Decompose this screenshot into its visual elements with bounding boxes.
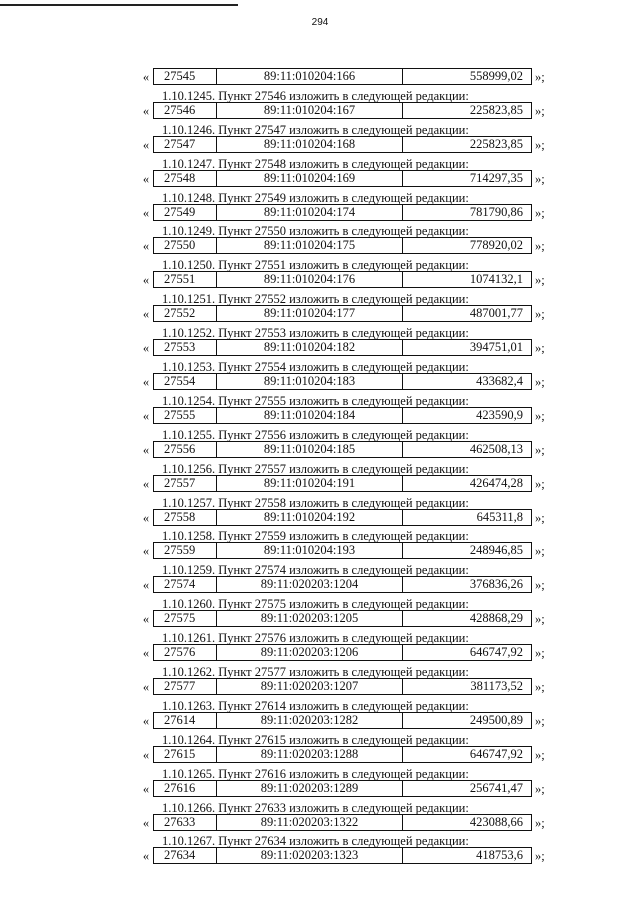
cadastral-number-cell: 89:11:010204:185 [217, 442, 403, 457]
opening-quote: « [142, 137, 150, 152]
table-row [0, 542, 640, 559]
amendment-entry [0, 832, 640, 866]
amendment-heading: 1.10.1257. Пункт 27558 изложить в следующей редакции: [162, 495, 469, 510]
item-number-cell: 27558 [154, 510, 217, 525]
row-cells [153, 271, 532, 288]
closing-quote: »; [535, 544, 545, 559]
row-cells [153, 644, 532, 661]
item-number-cell: 27577 [154, 679, 217, 694]
amendment-heading: 1.10.1246. Пункт 27547 изложить в следующей редакции: [162, 122, 469, 137]
closing-quote: »; [535, 849, 545, 864]
item-number-cell: 27546 [154, 103, 217, 118]
row-cells [153, 102, 532, 119]
row-cells [153, 204, 532, 221]
table-row [0, 237, 640, 254]
item-number-cell: 27559 [154, 543, 217, 558]
value-cell: 487001,77 [469, 306, 523, 321]
item-number-cell: 27555 [154, 408, 217, 423]
amendment-entry [0, 765, 640, 799]
cadastral-number-cell: 89:11:020203:1207 [217, 679, 403, 694]
amendment-entry [0, 527, 640, 561]
item-number-cell: 27547 [154, 137, 217, 152]
opening-quote: « [142, 544, 150, 559]
row-cells [153, 475, 532, 492]
closing-quote: »; [535, 273, 545, 288]
cadastral-number-cell: 89:11:010204:192 [217, 510, 403, 525]
table-row [0, 204, 640, 221]
table-row [0, 68, 640, 85]
amendment-entry [0, 189, 640, 223]
item-number-cell: 27556 [154, 442, 217, 457]
cadastral-number-cell: 89:11:020203:1205 [217, 611, 403, 626]
cadastral-number-cell: 89:11:010204:193 [217, 543, 403, 558]
item-number-cell: 27616 [154, 781, 217, 796]
amendment-heading: 1.10.1247. Пункт 27548 изложить в следующей редакции: [162, 156, 469, 171]
closing-quote: »; [535, 781, 545, 796]
opening-quote: « [142, 239, 150, 254]
row-cells [153, 136, 532, 153]
table-row [0, 847, 640, 864]
item-number-cell: 27575 [154, 611, 217, 626]
value-cell: 778920,02 [469, 238, 523, 253]
closing-quote: »; [535, 341, 545, 356]
amendment-heading: 1.10.1254. Пункт 27555 изложить в следующей редакции: [162, 393, 469, 408]
amendment-heading: 1.10.1248. Пункт 27549 изложить в следующей редакции: [162, 190, 469, 205]
closing-quote: »; [535, 476, 545, 491]
cadastral-number-cell: 89:11:020203:1206 [217, 645, 403, 660]
value-cell: 423590,9 [476, 407, 523, 422]
item-number-cell: 27615 [154, 747, 217, 762]
amendment-heading: 1.10.1265. Пункт 27616 изложить в следующей редакции: [162, 766, 469, 781]
item-number-cell: 27634 [154, 848, 217, 863]
row-cells [153, 407, 532, 424]
closing-quote: »; [535, 578, 545, 593]
row-cells [153, 509, 532, 526]
opening-quote: « [142, 442, 150, 457]
amendment-list [0, 53, 640, 866]
opening-quote: « [142, 646, 150, 661]
cadastral-number-cell: 89:11:020203:1204 [217, 577, 403, 592]
opening-quote: « [142, 849, 150, 864]
row-cells [153, 339, 532, 356]
amendment-entry [0, 392, 640, 426]
cadastral-number-cell: 89:11:010204:167 [217, 103, 403, 118]
table-row [0, 678, 640, 695]
cadastral-number-cell: 89:11:010204:176 [217, 272, 403, 287]
closing-quote: »; [535, 171, 545, 186]
closing-quote: »; [535, 239, 545, 254]
closing-quote: »; [535, 205, 545, 220]
table-row [0, 441, 640, 458]
amendment-heading: 1.10.1253. Пункт 27554 изложить в следующей редакции: [162, 360, 469, 375]
value-cell: 225823,85 [469, 136, 523, 151]
value-cell: 381173,52 [470, 679, 523, 694]
value-cell: 256741,47 [469, 780, 523, 795]
amendment-heading: 1.10.1251. Пункт 27552 изложить в следующей редакции: [162, 292, 469, 307]
closing-quote: »; [535, 307, 545, 322]
cadastral-number-cell: 89:11:010204:175 [217, 238, 403, 253]
closing-quote: »; [535, 510, 545, 525]
amendment-entry [0, 731, 640, 765]
item-number-cell: 27548 [154, 171, 217, 186]
table-row [0, 102, 640, 119]
opening-quote: « [142, 578, 150, 593]
table-row [0, 407, 640, 424]
item-number-cell: 27574 [154, 577, 217, 592]
opening-quote: « [142, 476, 150, 491]
amendment-entry [0, 799, 640, 833]
row-cells [153, 305, 532, 322]
amendment-heading: 1.10.1258. Пункт 27559 изложить в следующей редакции: [162, 529, 469, 544]
item-number-cell: 27557 [154, 476, 217, 491]
opening-quote: « [142, 375, 150, 390]
opening-quote: « [142, 307, 150, 322]
row-cells [153, 373, 532, 390]
closing-quote: »; [535, 815, 545, 830]
header-rule [0, 4, 238, 6]
amendment-heading: 1.10.1267. Пункт 27634 изложить в следующей редакции: [162, 834, 469, 849]
item-number-cell: 27554 [154, 374, 217, 389]
row-cells [153, 237, 532, 254]
value-cell: 646747,92 [469, 746, 523, 761]
amendment-heading: 1.10.1256. Пункт 27557 изложить в следующей редакции: [162, 461, 469, 476]
opening-quote: « [142, 273, 150, 288]
amendment-entry [0, 155, 640, 189]
cadastral-number-cell: 89:11:010204:177 [217, 306, 403, 321]
row-cells [153, 441, 532, 458]
cadastral-number-cell: 89:11:020203:1282 [217, 713, 403, 728]
item-number-cell: 27552 [154, 306, 217, 321]
table-row [0, 780, 640, 797]
cadastral-number-cell: 89:11:020203:1323 [217, 848, 403, 863]
closing-quote: »; [535, 70, 545, 84]
row-cells [153, 746, 532, 763]
value-cell: 646747,92 [469, 645, 523, 660]
table-row [0, 339, 640, 356]
closing-quote: »; [535, 713, 545, 728]
value-cell: 394751,01 [469, 340, 523, 355]
opening-quote: « [142, 510, 150, 525]
amendment-heading: 1.10.1260. Пункт 27575 изложить в следующей редакции: [162, 597, 469, 612]
amendment-entry [0, 595, 640, 629]
amendment-entry [0, 256, 640, 290]
closing-quote: »; [535, 646, 545, 661]
closing-quote: »; [535, 137, 545, 152]
opening-quote: « [142, 103, 150, 118]
item-number-cell: 27550 [154, 238, 217, 253]
closing-quote: »; [535, 408, 545, 423]
closing-quote: »; [535, 612, 545, 627]
table-row [0, 644, 640, 661]
row-cells [153, 814, 532, 831]
opening-quote: « [142, 205, 150, 220]
cadastral-number-cell: 89:11:010204:191 [217, 476, 403, 491]
value-cell: 1074132,1 [469, 272, 523, 287]
row-cells [153, 576, 532, 593]
opening-quote: « [142, 612, 150, 627]
row-cells [153, 678, 532, 695]
opening-quote: « [142, 171, 150, 186]
closing-quote: »; [535, 442, 545, 457]
cadastral-number-cell: 89:11:010204:183 [217, 374, 403, 389]
table-row [0, 814, 640, 831]
cadastral-number-cell: 89:11:010204:169 [217, 171, 403, 186]
item-number-cell: 27549 [154, 205, 217, 220]
value-cell: 462508,13 [469, 441, 523, 456]
value-cell: 781790,86 [469, 204, 523, 219]
amendment-heading: 1.10.1255. Пункт 27556 изложить в следующей редакции: [162, 427, 469, 442]
page-number: 294 [311, 17, 329, 28]
amendment-entry [0, 494, 640, 528]
opening-quote: « [142, 815, 150, 830]
row-cells [153, 170, 532, 187]
table-row [0, 305, 640, 322]
opening-quote: « [142, 70, 150, 84]
table-row [0, 475, 640, 492]
cadastral-number-cell: 89:11:020203:1322 [217, 815, 403, 830]
opening-quote: « [142, 680, 150, 695]
amendment-heading: 1.10.1263. Пункт 27614 изложить в следующей редакции: [162, 698, 469, 713]
table-row [0, 170, 640, 187]
amendment-entry [0, 222, 640, 256]
value-cell: 249500,89 [469, 712, 523, 727]
item-number-cell: 27545 [154, 69, 217, 84]
opening-quote: « [142, 408, 150, 423]
amendment-entry [0, 561, 640, 595]
row-cells [153, 780, 532, 797]
amendment-entry [0, 629, 640, 663]
item-number-cell: 27614 [154, 713, 217, 728]
value-cell: 418753,6 [476, 848, 523, 863]
table-row [0, 610, 640, 627]
cadastral-number-cell: 89:11:010204:184 [217, 408, 403, 423]
value-cell: 714297,35 [469, 170, 523, 185]
row-cells [153, 847, 532, 864]
opening-quote: « [142, 781, 150, 796]
amendment-entry [0, 53, 640, 87]
table-row [0, 373, 640, 390]
value-cell: 248946,85 [469, 543, 523, 558]
value-cell: 376836,26 [469, 577, 523, 592]
cadastral-number-cell: 89:11:020203:1289 [217, 781, 403, 796]
amendment-entry [0, 697, 640, 731]
table-row [0, 509, 640, 526]
value-cell: 645311,8 [476, 509, 523, 524]
row-cells [153, 610, 532, 627]
value-cell: 558999,02 [469, 69, 523, 83]
item-number-cell: 27576 [154, 645, 217, 660]
row-cells [153, 542, 532, 559]
amendment-heading: 1.10.1266. Пункт 27633 изложить в следующей редакции: [162, 800, 469, 815]
opening-quote: « [142, 747, 150, 762]
value-cell: 423088,66 [469, 814, 523, 829]
table-row [0, 271, 640, 288]
amendment-entry [0, 290, 640, 324]
cadastral-number-cell: 89:11:010204:182 [217, 340, 403, 355]
table-row [0, 576, 640, 593]
row-cells [153, 712, 532, 729]
opening-quote: « [142, 713, 150, 728]
amendment-entry [0, 426, 640, 460]
amendment-heading: 1.10.1259. Пункт 27574 изложить в следующей редакции: [162, 563, 469, 578]
closing-quote: »; [535, 680, 545, 695]
row-cells [153, 68, 532, 85]
opening-quote: « [142, 341, 150, 356]
value-cell: 428868,29 [469, 611, 523, 626]
amendment-entry [0, 324, 640, 358]
closing-quote: »; [535, 103, 545, 118]
amendment-heading: 1.10.1252. Пункт 27553 изложить в следующей редакции: [162, 326, 469, 341]
table-row [0, 746, 640, 763]
item-number-cell: 27551 [154, 272, 217, 287]
cadastral-number-cell: 89:11:020203:1288 [217, 747, 403, 762]
value-cell: 433682,4 [476, 374, 523, 389]
cadastral-number-cell: 89:11:010204:174 [217, 205, 403, 220]
amendment-heading: 1.10.1262. Пункт 27577 изложить в следующей редакции: [162, 665, 469, 680]
amendment-heading: 1.10.1250. Пункт 27551 изложить в следующей редакции: [162, 258, 469, 273]
amendment-heading: 1.10.1261. Пункт 27576 изложить в следующей редакции: [162, 631, 469, 646]
amendment-entry [0, 87, 640, 121]
closing-quote: »; [535, 747, 545, 762]
cadastral-number-cell: 89:11:010204:168 [217, 137, 403, 152]
value-cell: 225823,85 [469, 102, 523, 117]
cadastral-number-cell: 89:11:010204:166 [217, 69, 403, 84]
amendment-heading: 1.10.1249. Пункт 27550 изложить в следующей редакции: [162, 224, 469, 239]
table-row [0, 136, 640, 153]
amendment-entry [0, 663, 640, 697]
amendment-entry [0, 358, 640, 392]
value-cell: 426474,28 [469, 475, 523, 490]
closing-quote: »; [535, 375, 545, 390]
item-number-cell: 27633 [154, 815, 217, 830]
item-number-cell: 27553 [154, 340, 217, 355]
amendment-entry [0, 460, 640, 494]
amendment-heading: 1.10.1245. Пункт 27546 изложить в следующей редакции: [162, 88, 469, 103]
amendment-heading: 1.10.1264. Пункт 27615 изложить в следующей редакции: [162, 732, 469, 747]
amendment-entry [0, 121, 640, 155]
table-row [0, 712, 640, 729]
